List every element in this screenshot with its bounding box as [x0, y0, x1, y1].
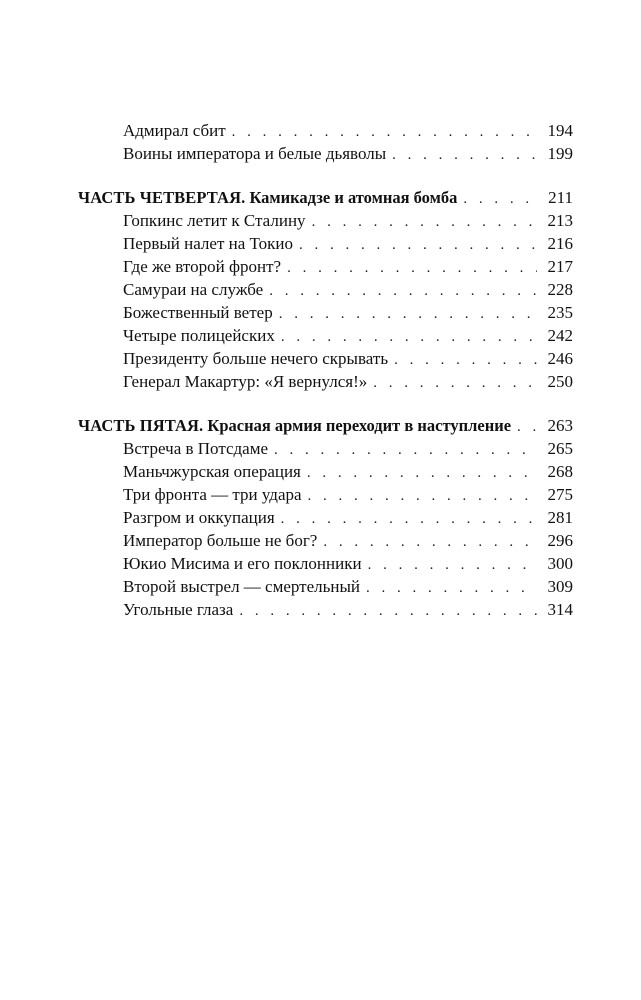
- toc-entry-page: 300: [547, 554, 573, 573]
- toc-entry[interactable]: [78, 529, 573, 552]
- toc-part-title: Красная армия переходит в наступление: [207, 416, 512, 435]
- table-of-contents: [78, 119, 573, 621]
- toc-entry-page: 250: [547, 372, 573, 391]
- dot-leader: [232, 121, 537, 144]
- toc-entry-page: 275: [547, 485, 573, 504]
- toc-entry-title: Маньчжурская операция: [123, 462, 301, 481]
- dot-leader: [323, 531, 537, 554]
- toc-entry-page: 199: [547, 144, 573, 163]
- dot-leader: [281, 508, 537, 531]
- toc-part-title-wrap: [78, 414, 511, 437]
- toc-entry-page: 217: [547, 257, 573, 276]
- toc-entry-page: 235: [547, 303, 573, 322]
- dot-leader: [312, 211, 537, 234]
- toc-entry-title: Три фронта — три удара: [123, 485, 302, 504]
- toc-part-label: ЧАСТЬ ЧЕТВЕРТАЯ.: [78, 188, 246, 207]
- toc-entry[interactable]: [78, 255, 573, 278]
- toc-entry-title: Где же второй фронт?: [123, 257, 282, 276]
- toc-entry-page: 314: [547, 600, 573, 619]
- dot-leader: [279, 303, 537, 326]
- dot-leader: [299, 234, 537, 257]
- toc-section-part-four: [78, 186, 573, 393]
- dot-leader: [394, 349, 537, 372]
- toc-entry-title: Адмирал сбит: [123, 121, 226, 140]
- toc-entry-title: Император больше не бог?: [123, 531, 318, 550]
- toc-entry-page: 194: [547, 121, 573, 140]
- toc-section-continued: [78, 119, 573, 165]
- toc-entry-title: Божественный ветер: [123, 303, 273, 322]
- toc-entry-title: Президенту больше нечего скрывать: [123, 349, 389, 368]
- toc-part-heading[interactable]: [78, 414, 573, 437]
- toc-entry[interactable]: [78, 598, 573, 621]
- toc-entry-page: 228: [547, 280, 573, 299]
- toc-entry-page: 242: [547, 326, 573, 345]
- toc-entry[interactable]: [78, 437, 573, 460]
- toc-entry-page: 216: [547, 234, 573, 253]
- toc-entry[interactable]: [78, 347, 573, 370]
- toc-entry[interactable]: [78, 232, 573, 255]
- toc-entry-page: 281: [547, 508, 573, 527]
- toc-part-title: Камикадзе и атомная бомба: [249, 188, 458, 207]
- toc-entry[interactable]: [78, 278, 573, 301]
- toc-entry-title: Разгром и оккупация: [123, 508, 275, 527]
- toc-entry-title: Воины императора и белые дьяволы: [123, 144, 387, 163]
- toc-entry-title: Самураи на службе: [123, 280, 264, 299]
- toc-entry-title: Генерал Макартур: «Я вернулся!»: [123, 372, 368, 391]
- toc-entry[interactable]: [78, 575, 573, 598]
- dot-leader: [239, 600, 537, 623]
- toc-entry-title: Первый налет на Токио: [123, 234, 293, 253]
- dot-leader: [281, 326, 537, 349]
- toc-entry-title: Второй выстрел — смертельный: [123, 577, 361, 596]
- toc-entry[interactable]: [78, 119, 573, 142]
- toc-entry[interactable]: [78, 370, 573, 393]
- dot-leader: [463, 188, 537, 211]
- dot-leader: [366, 577, 537, 600]
- toc-entry-page: 309: [547, 577, 573, 596]
- toc-entry[interactable]: [78, 324, 573, 347]
- toc-entry[interactable]: [78, 460, 573, 483]
- toc-entry[interactable]: [78, 209, 573, 232]
- dot-leader: [517, 416, 537, 439]
- dot-leader: [373, 372, 537, 395]
- toc-entry[interactable]: [78, 506, 573, 529]
- toc-entry-title: Четыре полицейских: [123, 326, 275, 345]
- toc-entry[interactable]: [78, 301, 573, 324]
- dot-leader: [274, 439, 537, 462]
- dot-leader: [392, 144, 537, 167]
- toc-entry-page: 246: [547, 349, 573, 368]
- dot-leader: [307, 462, 537, 485]
- toc-entry[interactable]: [78, 142, 573, 165]
- toc-entry-page: 265: [547, 439, 573, 458]
- toc-entry-page: 213: [547, 211, 573, 230]
- dot-leader: [287, 257, 537, 280]
- toc-section-part-five: [78, 414, 573, 621]
- toc-entry-title: Встреча в Потсдаме: [123, 439, 268, 458]
- toc-entry-page: 296: [547, 531, 573, 550]
- toc-entry-title: Угольные глаза: [123, 600, 234, 619]
- toc-entry-title: Гопкинс летит к Сталину: [123, 211, 306, 230]
- toc-entry-title: Юкио Мисима и его поклонники: [123, 554, 362, 573]
- toc-part-label: ЧАСТЬ ПЯТАЯ.: [78, 416, 204, 435]
- toc-part-title-wrap: [78, 186, 457, 209]
- toc-part-page: 263: [547, 416, 573, 435]
- toc-part-heading[interactable]: [78, 186, 573, 209]
- toc-part-page: 211: [548, 188, 573, 207]
- toc-entry[interactable]: [78, 552, 573, 575]
- dot-leader: [368, 554, 537, 577]
- toc-entry[interactable]: [78, 483, 573, 506]
- toc-entry-page: 268: [547, 462, 573, 481]
- dot-leader: [269, 280, 537, 303]
- dot-leader: [308, 485, 537, 508]
